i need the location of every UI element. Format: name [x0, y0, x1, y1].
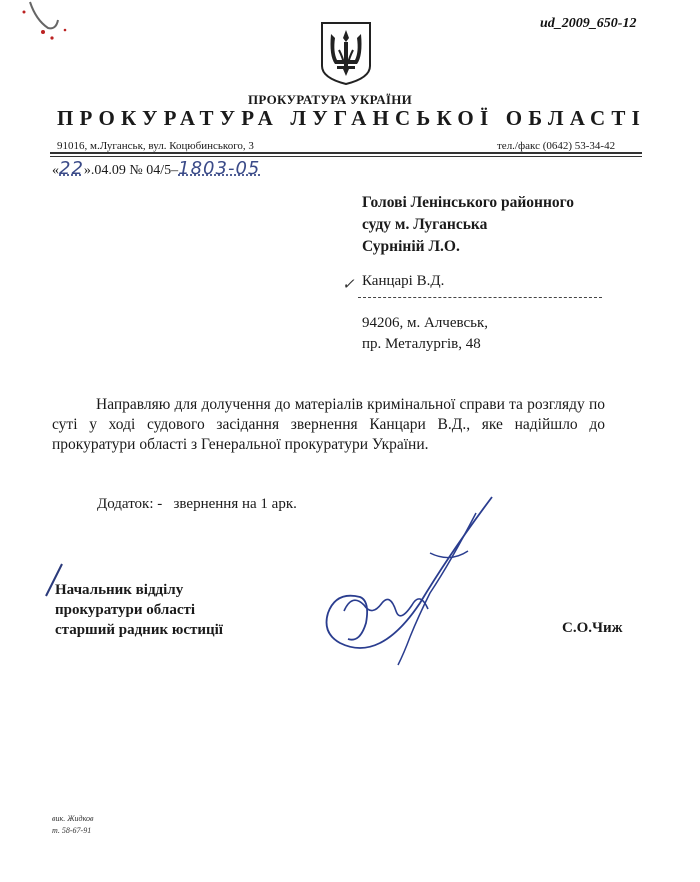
doc-day-handwritten: 22 — [59, 158, 84, 179]
org-phone: тел./факс (0642) 53-34-42 — [497, 140, 616, 152]
body-paragraph: Направляю для долучення до матеріалів кримінальної справи та розгляду по суті у ході судового засідання звернення Канцари В.Д., яке надійшло до прокуратури області з Генеральної прокуратури України. — [52, 396, 605, 453]
doc-number-handwritten: 1803-05 — [178, 158, 261, 179]
recipient-line: суду м. Луганська — [362, 216, 488, 233]
footer-line: вик. Жидков — [52, 814, 94, 823]
header-rule — [50, 152, 642, 154]
doc-number-open: « — [52, 163, 59, 178]
org-address: 91016, м.Луганськ, вул. Коцюбинського, 3 — [57, 140, 254, 152]
org-top-line: ПРОКУРАТУРА УКРАЇНИ — [248, 92, 413, 107]
address-line: 94206, м. Алчевськ, — [362, 315, 489, 331]
recipient-primary — [362, 192, 574, 258]
signatory-title-line: Начальник відділу — [55, 582, 184, 598]
signatory-title — [55, 580, 223, 640]
corner-smudge — [10, 0, 80, 40]
recipient-secondary: Канцарі В.Д. — [362, 273, 445, 289]
trident-emblem-icon — [319, 20, 373, 86]
letter-body — [52, 395, 605, 455]
header-rule-thin — [50, 156, 642, 157]
doc-number-date: ».04.09 № 04/5– — [83, 163, 179, 178]
attachment-line: Додаток: - звернення на 1 арк. — [97, 496, 297, 512]
check-mark-icon: ✓ — [342, 277, 355, 293]
org-main-title: ПРОКУРАТУРА ЛУГАНСЬКОЇ ОБЛАСТІ — [57, 106, 646, 130]
signatory-name: С.О.Чиж — [562, 620, 623, 636]
recipient-line: Сурніній Л.О. — [362, 238, 460, 255]
footer-executor — [52, 813, 94, 837]
signatory-title-line: прокуратури області — [55, 602, 196, 618]
signatory-title-line: старший радник юстиції — [55, 622, 223, 638]
recipient-line: Голові Ленінського районного — [362, 194, 575, 211]
footer-line: т. 58-67-91 — [52, 826, 92, 835]
recipient-address — [362, 313, 488, 355]
document-number — [52, 158, 260, 179]
address-line: пр. Металургів, 48 — [362, 336, 481, 352]
page-identifier: ud_2009_650-12 — [540, 16, 637, 31]
handwritten-signature — [300, 493, 520, 673]
recipient-divider — [358, 297, 602, 298]
